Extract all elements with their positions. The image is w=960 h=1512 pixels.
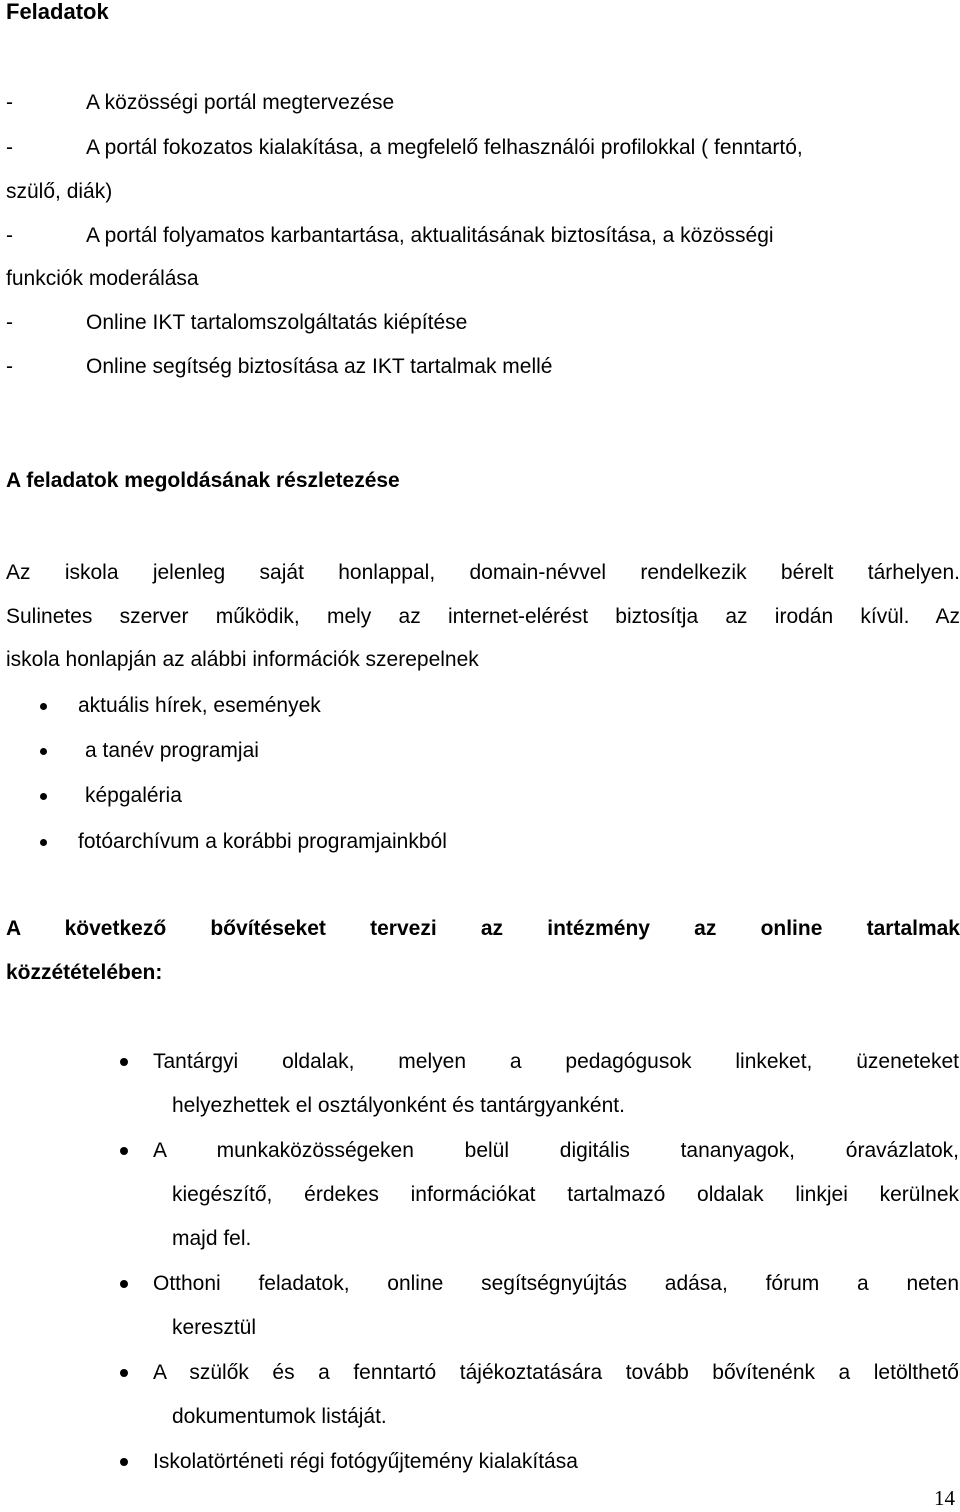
dash-marker: - bbox=[6, 91, 13, 114]
list-item-continuation: dokumentumok listáját. bbox=[172, 1405, 387, 1428]
list-item: fotóarchívum a korábbi programjainkból bbox=[78, 830, 447, 853]
extensions-heading: A következő bővítéseket tervezi az intézmény az online tartalmak bbox=[6, 917, 960, 940]
paragraph-line: Az iskola jelenleg saját honlappal, domain-névvel rendelkezik bérelt tárhelyen. bbox=[6, 561, 960, 584]
task-item: Online segítség biztosítása az IKT tartalmak mellé bbox=[86, 355, 553, 378]
page-number: 14 bbox=[934, 1486, 955, 1510]
task-item: Online IKT tartalomszolgáltatás kiépítése bbox=[86, 311, 468, 334]
bullet-icon bbox=[40, 703, 47, 710]
task-item: A portál fokozatos kialakítása, a megfelelő felhasználói profilokkal ( fenntartó, bbox=[86, 136, 803, 159]
paragraph-line: Sulinetes szerver működik, mely az internet-elérést biztosítja az irodán kívül. Az bbox=[6, 605, 960, 628]
paragraph-line: iskola honlapján az alábbi információk szerepelnek bbox=[6, 648, 479, 671]
list-item-continuation: keresztül bbox=[172, 1316, 257, 1339]
list-item: Otthoni feladatok, online segítségnyújtás adása, fórum a neten bbox=[153, 1272, 959, 1295]
dash-marker: - bbox=[6, 224, 13, 247]
bullet-icon bbox=[40, 748, 47, 755]
bullet-icon bbox=[120, 1369, 128, 1377]
bullet-icon bbox=[120, 1458, 128, 1466]
list-item-continuation: majd fel. bbox=[172, 1227, 252, 1250]
dash-marker: - bbox=[6, 355, 13, 378]
list-item: A munkaközösségeken belül digitális tananyagok, óravázlatok, bbox=[153, 1139, 959, 1162]
list-item: a tanév programjai bbox=[85, 739, 259, 762]
bullet-icon bbox=[120, 1280, 128, 1288]
bullet-icon bbox=[40, 839, 47, 846]
list-item-continuation: helyezhettek el osztályonként és tantárgyanként. bbox=[172, 1094, 625, 1117]
page-title: Feladatok bbox=[6, 0, 109, 24]
task-item: A portál folyamatos karbantartása, aktualitásának biztosítása, a közösségi bbox=[86, 224, 774, 247]
bullet-icon bbox=[120, 1147, 128, 1155]
dash-marker: - bbox=[6, 311, 13, 334]
bullet-icon bbox=[120, 1058, 128, 1066]
list-item: Tantárgyi oldalak, melyen a pedagógusok linkeket, üzeneteket bbox=[153, 1050, 959, 1073]
list-item-continuation: kiegészítő, érdekes információkat tartalmazó oldalak linkjei kerülnek bbox=[172, 1183, 959, 1206]
dash-marker: - bbox=[6, 136, 13, 159]
list-item: A szülők és a fenntartó tájékoztatására tovább bővítenénk a letölthető bbox=[153, 1361, 959, 1384]
extensions-heading-continuation: közzétételében: bbox=[6, 961, 163, 984]
task-item-continuation: funkciók moderálása bbox=[6, 267, 199, 290]
task-item: A közösségi portál megtervezése bbox=[86, 91, 395, 114]
bullet-icon bbox=[40, 793, 47, 800]
list-item: aktuális hírek, események bbox=[78, 694, 321, 717]
section-heading: A feladatok megoldásának részletezése bbox=[6, 469, 400, 492]
list-item: képgaléria bbox=[85, 784, 182, 807]
task-item-continuation: szülő, diák) bbox=[6, 180, 113, 203]
list-item: Iskolatörténeti régi fotógyűjtemény kialakítása bbox=[153, 1450, 578, 1473]
